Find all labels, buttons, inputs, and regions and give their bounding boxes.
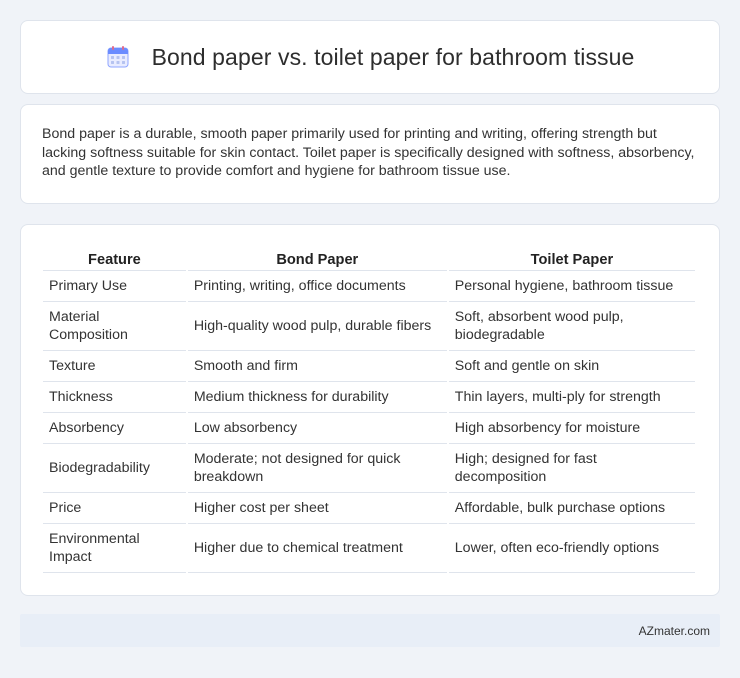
toilet-paper-cell: Soft and gentle on skin bbox=[449, 351, 695, 382]
feature-cell: Biodegradability bbox=[43, 444, 186, 493]
bond-paper-cell: Moderate; not designed for quick breakdown bbox=[188, 444, 447, 493]
calendar-icon bbox=[106, 45, 130, 69]
intro-text: Bond paper is a durable, smooth paper primarily used for printing and writing, offering strength but lacking softness suitable for skin contact. Toilet paper is specifically designed with softness, absorbency, and gentle texture to provide comfort and hygiene for bathroom tissue use. bbox=[42, 126, 695, 179]
column-header-bond-paper: Bond Paper bbox=[188, 245, 447, 271]
comparison-table-card bbox=[20, 224, 720, 596]
feature-cell: Material Composition bbox=[43, 302, 186, 351]
bond-paper-cell: Smooth and firm bbox=[188, 351, 447, 382]
footer bbox=[20, 614, 720, 647]
feature-cell: Absorbency bbox=[43, 413, 186, 444]
toilet-paper-cell: High; designed for fast decomposition bbox=[449, 444, 695, 493]
bond-paper-cell: Higher cost per sheet bbox=[188, 493, 447, 524]
footer-brand: AZmater.com bbox=[638, 623, 710, 638]
toilet-paper-cell: High absorbency for moisture bbox=[449, 413, 695, 444]
comparison-table bbox=[41, 245, 697, 573]
bond-paper-cell: Higher due to chemical treatment bbox=[188, 524, 447, 573]
page-title: Bond paper vs. toilet paper for bathroom tissue bbox=[151, 43, 635, 70]
table-row bbox=[43, 413, 695, 444]
bond-paper-cell: Low absorbency bbox=[188, 413, 447, 444]
toilet-paper-cell: Affordable, bulk purchase options bbox=[449, 493, 695, 524]
table-row bbox=[43, 493, 695, 524]
column-header-feature: Feature bbox=[43, 245, 186, 271]
title-card bbox=[20, 20, 720, 94]
table-row bbox=[43, 524, 695, 573]
bond-paper-cell: Medium thickness for durability bbox=[188, 382, 447, 413]
feature-cell: Texture bbox=[43, 351, 186, 382]
table-row bbox=[43, 382, 695, 413]
bond-paper-cell: Printing, writing, office documents bbox=[188, 271, 447, 302]
feature-cell: Thickness bbox=[43, 382, 186, 413]
table-row bbox=[43, 271, 695, 302]
bond-paper-cell: High-quality wood pulp, durable fibers bbox=[188, 302, 447, 351]
intro-card bbox=[20, 104, 720, 204]
table-row bbox=[43, 302, 695, 351]
toilet-paper-cell: Personal hygiene, bathroom tissue bbox=[449, 271, 695, 302]
table-row bbox=[43, 351, 695, 382]
feature-cell: Environmental Impact bbox=[43, 524, 186, 573]
table-row bbox=[43, 444, 695, 493]
table-header-row bbox=[43, 245, 695, 271]
feature-cell: Primary Use bbox=[43, 271, 186, 302]
toilet-paper-cell: Thin layers, multi-ply for strength bbox=[449, 382, 695, 413]
column-header-toilet-paper: Toilet Paper bbox=[449, 245, 695, 271]
feature-cell: Price bbox=[43, 493, 186, 524]
toilet-paper-cell: Soft, absorbent wood pulp, biodegradable bbox=[449, 302, 695, 351]
toilet-paper-cell: Lower, often eco-friendly options bbox=[449, 524, 695, 573]
